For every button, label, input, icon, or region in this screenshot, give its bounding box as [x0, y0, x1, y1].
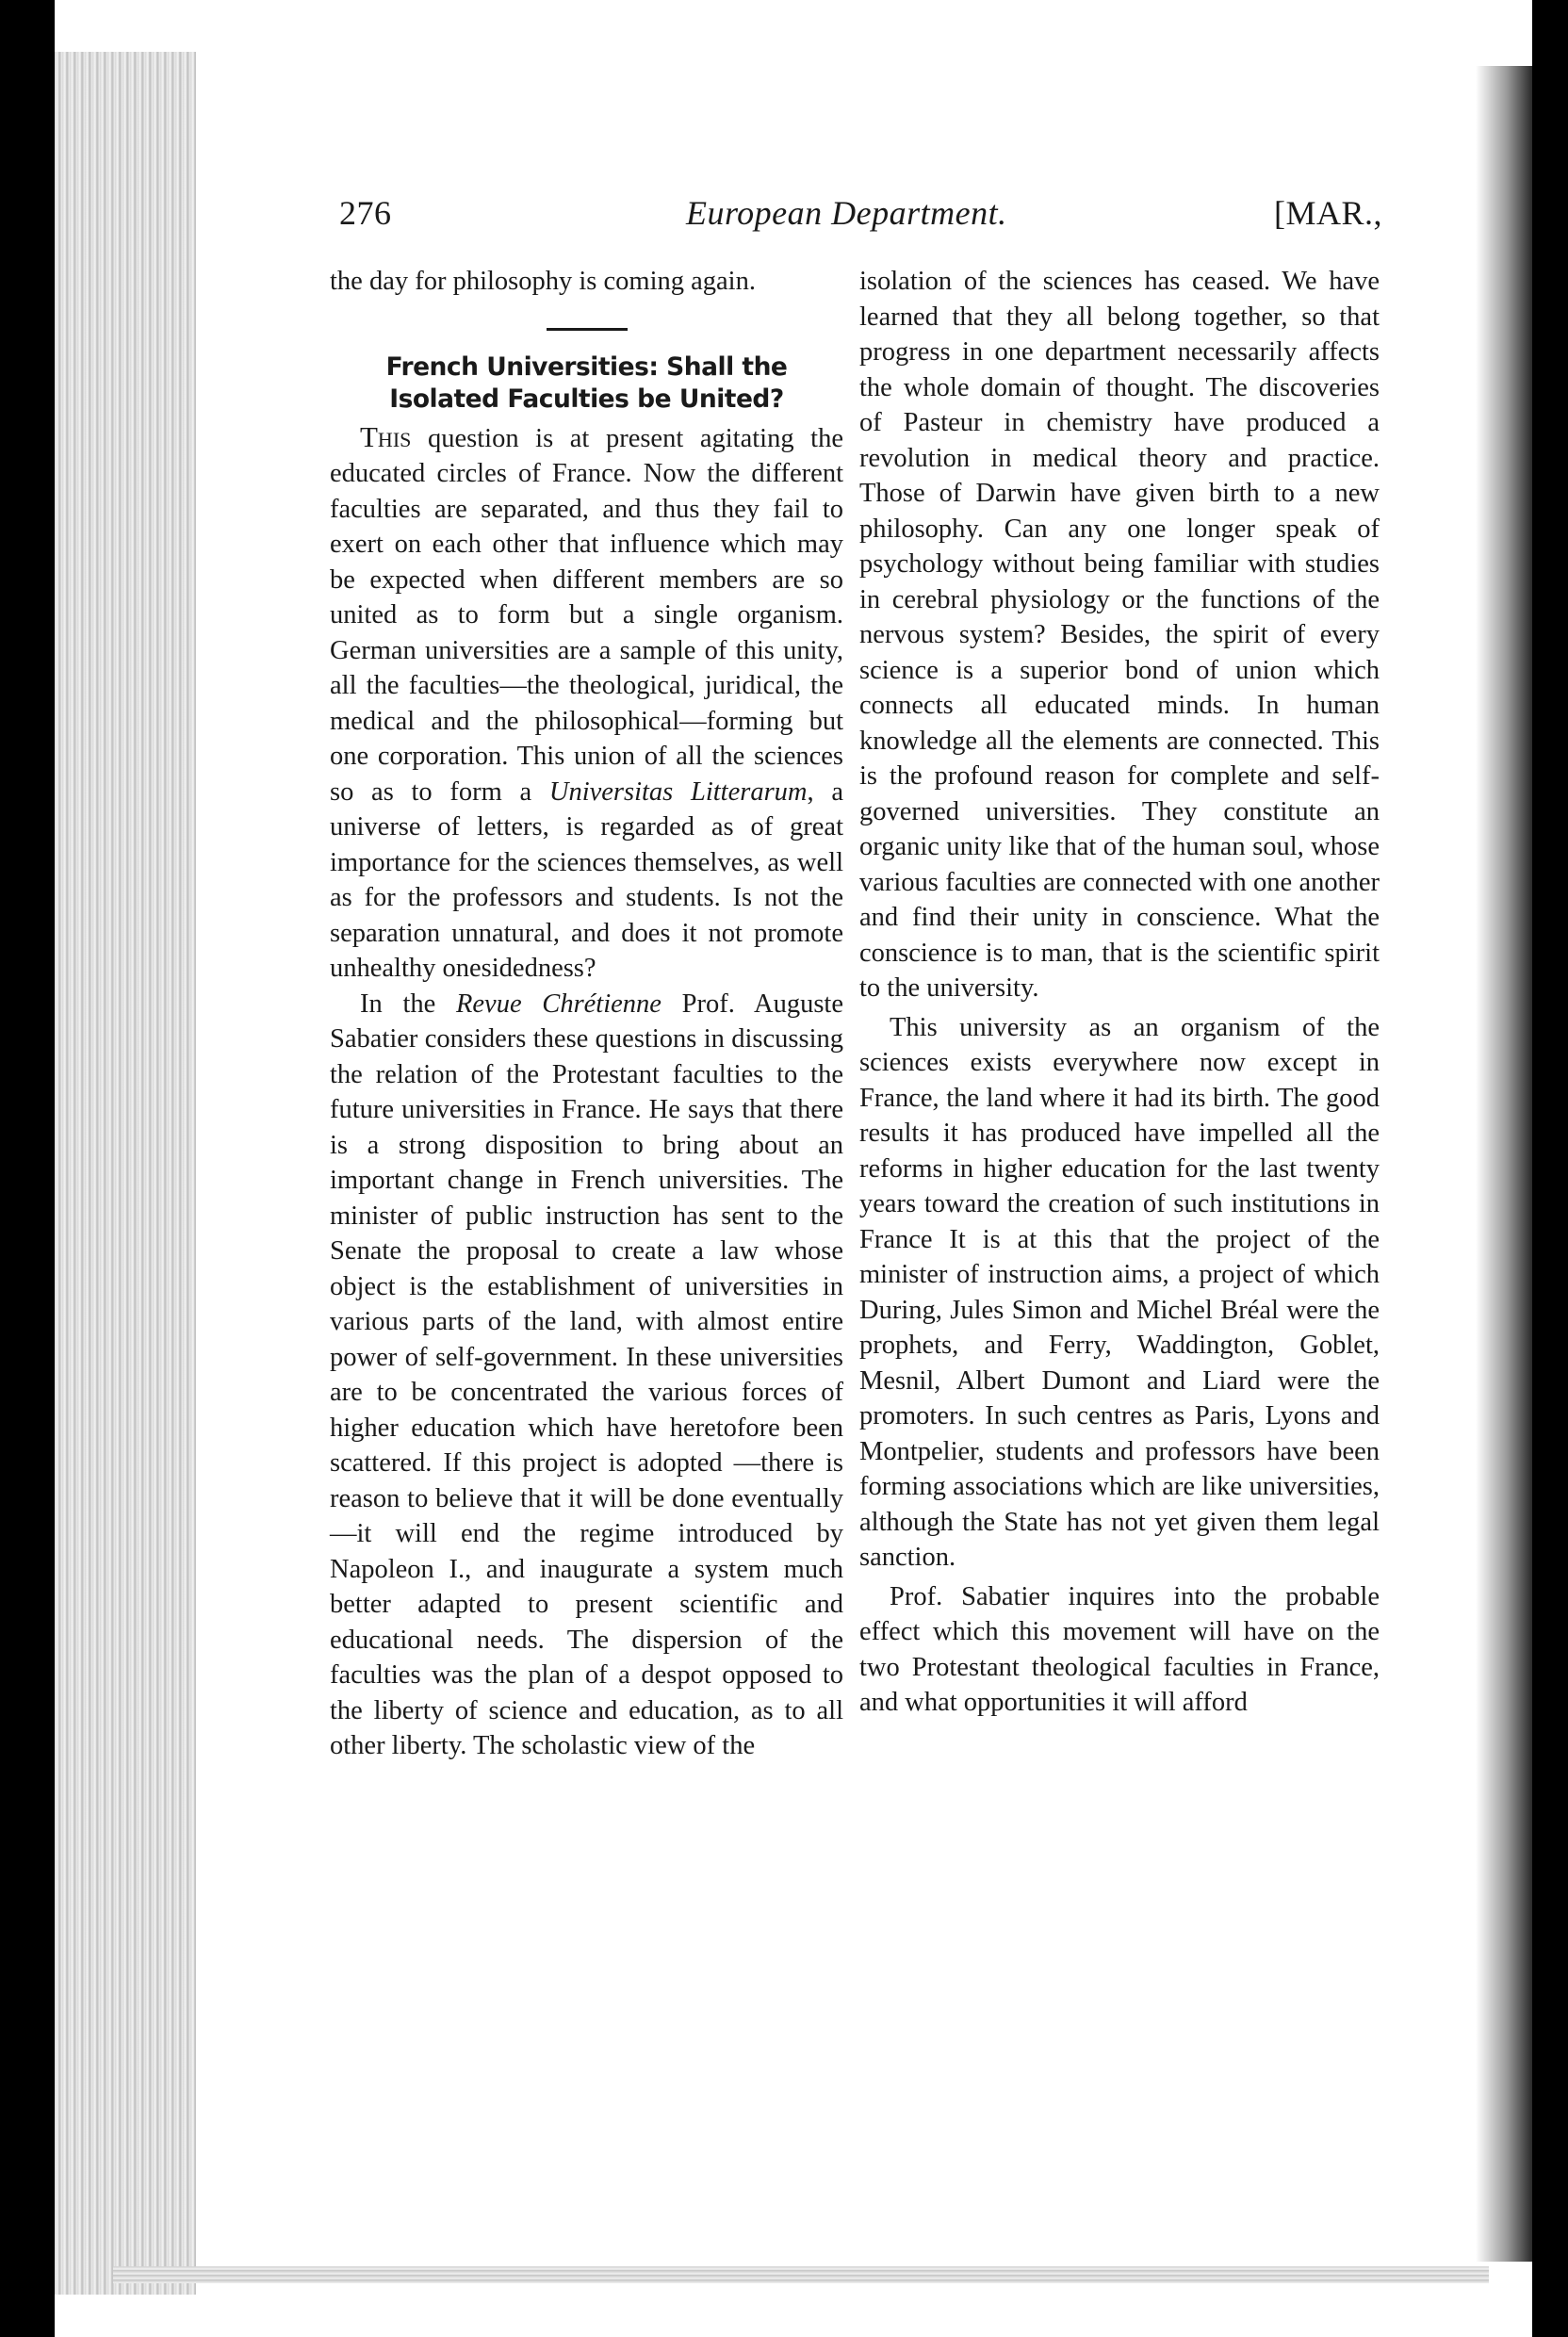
- section-divider: [547, 328, 628, 331]
- right-column: [859, 264, 1380, 1721]
- running-title: European Department.: [686, 194, 1007, 232]
- paragraph: isolation of the sciences has ceased. We have learned that they all belong together, so that progress in one department necessarily affects the whole domain of thought. The discoveries of Pasteur in chemistry have produced a revolution in medical theory and practice. Those of Darwin have given birth to a new philosophy. Can any one longer speak of psychology without being familiar with studies in cerebral physiology or the functions of the nervous system? Besides, the spirit of every science is a superior bond of union which connects all educated minds. In human knowledge all the elements are connected. This is the profound reason for complete and self-governed universities. They constitute an organic unity like that of the human soul, whose various faculties are connected with one another and find their unity in conscience. What the conscience is to man, that is the scientific spirit to the university.: [859, 267, 1380, 1003]
- opening-line: the day for philosophy is coming again.: [330, 267, 756, 296]
- paragraph-text: Prof. Auguste Sabatier considers these questions in discussing the relation of the Protestant faculties to the future universities in France. He says that there is a strong disposition to bring about an important change in French universities. The minister of public instruction has sent to the Senate the proposal to create a law whose object is the establishment of universities in various parts of the land, with almost entire power of self-government. In these universities are to be concentrated the various forces of higher education which have heretofore been scattered. If this project is adopted —there is reason to believe that it will be done eventually—it will end the regime introduced by Napoleon I., and inaugurate a system much better adapted to present scientific and educational needs. The dispersion of the faculties was the plan of a despot opposed to the liberty of science and education, as to all other liberty. The scholastic view of the: [330, 989, 844, 1760]
- paragraph-text: , a universe of letters, is regarded as of great importance for the sciences themselves, as well as for the professors and students. Is not the separation unnatural, and does it not promote unhealthy onesidedness?: [330, 776, 843, 983]
- running-month: [MAR.,: [1274, 194, 1383, 232]
- paragraph-text: In the: [360, 989, 456, 1019]
- page-number: 276: [339, 194, 392, 232]
- paragraph: Prof. Sabatier inquires into the probable effect which this movement will have on the two Protestant theological faculties in France, and what opportunities it will afford: [859, 1581, 1380, 1717]
- paragraph-text: question is at present agitating the educated circles of France. Now the different faculties are separated, and thus they fail to exert on each other that influence which may be expected when different members are so united as to form but a single organism. German universities are a sample of this unity, all the faculties—the theological, juridical, the medical and the philosophical—forming but one corporation. This union of all the sciences so as to form a: [330, 423, 843, 807]
- scan-border-left: [0, 0, 55, 2337]
- lead-word: This: [360, 419, 412, 453]
- bottom-page-edges: [113, 2266, 1489, 2283]
- left-column: [330, 264, 843, 1764]
- scan-border-right: [1532, 0, 1568, 2337]
- paragraph: [330, 987, 843, 1764]
- italic-title: Universitas Litterarum: [548, 776, 808, 807]
- italic-title: Revue Chrétienne: [455, 989, 662, 1019]
- paragraph: This university as an organism of the sciences exists everywhere now except in France, the land where it had its birth. The good results it has produced have impelled all the reforms in higher education for the last twenty years toward the creation of such institutions in France It is at this that the project of the minister of instruction aims, a project of which During, Jules Simon and Michel Bréal were the prophets, and Ferry, Waddington, Goblet, Mesnil, Albert Dumont and Liard were the promoters. In such centres as Paris, Lyons and Montpelier, students and professors have been forming associations which are like universities, although the State has not yet given them legal sanction.: [859, 1012, 1380, 1572]
- paragraph: [330, 419, 843, 987]
- stacked-page-edges: [55, 52, 196, 2295]
- section-heading: French Universities: Shall the Isolated Faculties be United?: [385, 351, 788, 414]
- binding-shadow: [1476, 66, 1532, 2262]
